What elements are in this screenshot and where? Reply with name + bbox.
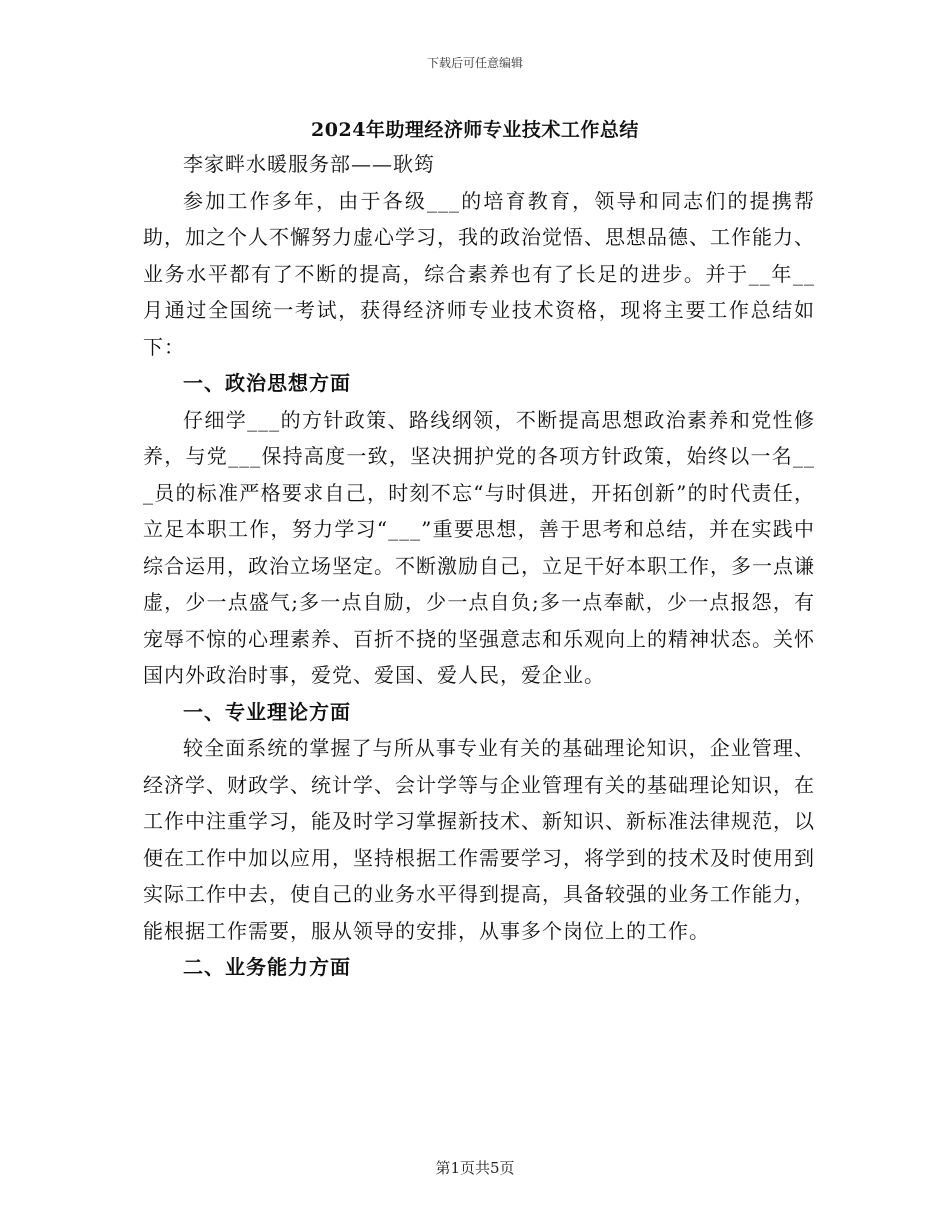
section-heading-theory: 一、专业理论方面 [183, 699, 351, 724]
page-number: 第1页共5页 [435, 1159, 515, 1177]
section-heading-business: 二、业务能力方面 [183, 955, 351, 979]
section-paragraph-political: 仔细学___的方针政策、路线纲领，不断提高思想政治素养和党性修养，与党___保持高度一致，坚决拥护党的各项方针政策，始终以一名___员的标准严格要求自己，时刻不忘“与时俱进，开拓创新”的时代责任，立足本职工作，努力学习“___”重要思想，善于思考和总结，并在实践中综合运用，政治立场坚定。不断激励自己，立足干好本职工作，多一点谦虚，少一点盛气;多一点自励，少一点自负;多一点奉献，少一点报怨，有宠辱不惊的心理素养、百折不挠的坚强意志和乐观向上的精神状态。关怀国内外政治时事，爱党、爱国、爱人民，爱企业。 [143, 407, 815, 687]
byline: 李家畔水暖服务部——耿筠 [183, 152, 435, 176]
intro-paragraph: 参加工作多年，由于各级___的培育教育，领导和同志们的提携帮助，加之个人不懈努力虚心学习，我的政治觉悟、思想品德、工作能力、业务水平都有了不断的提高，综合素养也有了长足的进步。并于__年__月通过全国统一考试，获得经济师专业技术资格，现将主要工作总结如下： [143, 188, 815, 359]
document-title: 2024年助理经济师专业技术工作总结 [311, 119, 639, 141]
section-paragraph-theory: 较全面系统的掌握了与所从事专业有关的基础理论知识，企业管理、经济学、财政学、统计学、会计学等与企业管理有关的基础理论知识，在工作中注重学习，能及时学习掌握新技术、新知识、新标准法律规范，以便在工作中加以应用，坚持根据工作需要学习，将学到的技术及时使用到实际工作中去，使自己的业务水平得到提高，具备较强的业务工作能力，能根据工作需要，服从领导的安排，从事多个岗位上的工作。 [143, 736, 815, 943]
document-body [143, 146, 815, 986]
section-heading-political: 一、政治思想方面 [183, 371, 351, 395]
header-note: 下载后可任意编辑 [426, 56, 523, 70]
